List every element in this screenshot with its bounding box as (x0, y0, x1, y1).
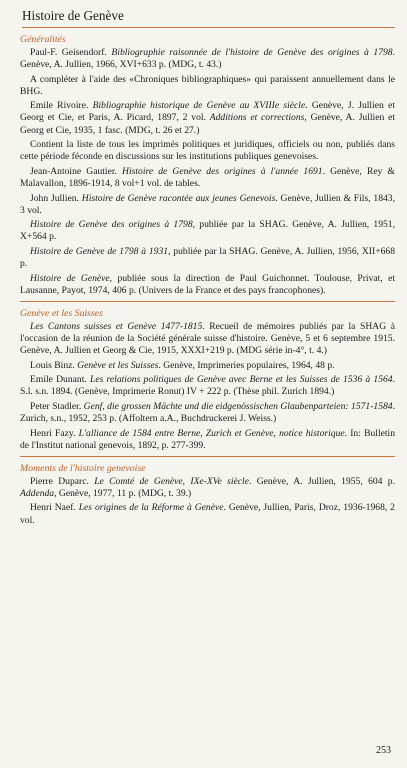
bibliography-entry (20, 360, 395, 372)
entry-text: Peter Stadler. (30, 400, 84, 412)
entry-text: , Genève, 1977, 11 p. (MDG, t. 39.) (54, 487, 192, 499)
entry-title: Histoire de Genève (30, 272, 110, 284)
entry-title: Additions et corrections (209, 112, 305, 124)
bibliography-entry (20, 401, 395, 425)
entry-text: . Genève, Jullien & Fils, 1843, 3 vol. (20, 192, 396, 216)
section (20, 34, 395, 297)
entry-title: Genève et les Suisses (77, 359, 159, 371)
entry-text: Henri Fazy. (30, 427, 79, 439)
entry-title: Les Cantons suisses et Genève 1477-1815 (30, 320, 203, 332)
section-heading: Généralités (20, 34, 66, 45)
entry-text: . Zurich, s.n., 1952, 253 p. (Affoltern a.A., Buchdruckerei J. Weiss.) (20, 400, 395, 424)
entry-title: Histoire de Genève de 1798 à 1931 (30, 245, 169, 257)
page-title: Histoire de Genève (22, 8, 395, 28)
bibliography-entry (20, 166, 395, 190)
entry-title: Histoire de Genève des origines à 1798 (30, 219, 193, 231)
section (20, 301, 395, 452)
bibliography-entry (20, 374, 395, 398)
entry-text: . Genève, Rey & Malavallon, 1896-1914, 8 vol+1 vol. de tables. (20, 165, 395, 189)
entry-title: Histoire de Genève des origines à l'année 1691 (122, 165, 323, 177)
entry-title: L'alliance de 1584 entre Berne, Zurich et Genève, notice historique (78, 427, 345, 439)
entry-text: . In: Bulletin de l'Institut national genevois, 1892, p. 277-399. (20, 427, 395, 451)
entry-text: John Jullien. (30, 192, 82, 204)
bibliography-entry (20, 246, 395, 270)
entry-text: . Genève, A. Jullien, 1966, XVI+633 p. (MDG, t. 43.) (20, 47, 395, 71)
entry-title: Les relations politiques de Genève avec Berne et les Suisses de 1536 à 1564 (90, 374, 393, 386)
section-heading: Moments de l'histoire genevoise (20, 462, 146, 474)
entry-text: , publiée par la SHAG. Genève, A. Jullien, 1951, X+564 p. (20, 219, 396, 243)
section-heading: Genève et les Suisses (20, 307, 103, 319)
bibliography-entry (20, 139, 395, 163)
bibliography-entry (20, 502, 395, 526)
bibliography-entry (20, 219, 395, 243)
bibliography-entry (20, 428, 395, 452)
bibliography-entry (20, 47, 395, 71)
entry-title: Genf, die grossen Mächte und die eidgenössischen Glaubenparteien: 1571-1584 (83, 400, 393, 412)
page-number: 253 (376, 745, 391, 756)
entry-text: . Genève, Imprimeries populaires, 1964, 48 p. (158, 359, 335, 371)
entry-text: . S.l. s.n. 1894. (Genève, Imprimerie Ronut) IV + 222 p. (Thèse phil. Zurich 1894.) (20, 374, 395, 398)
entry-text: . Genève, J. Jullien et Georg et Cie, et Paris, A. Picard, 1897, 2 vol. (20, 100, 396, 124)
bibliography-entry (20, 476, 395, 500)
entry-text: . Genève, Jullien, Paris, Droz, 1936-1968, 2 vol. (20, 502, 395, 526)
entry-title: Bibliographie raisonnée de l'histoire de Genève des origines à 1798 (111, 47, 393, 58)
entry-text: , publiée sous la direction de Paul Guichonnet. Toulouse, Privat, et Lausanne, Payot, 1974, 406 p. (Univers de la France et des pays francophones). (20, 272, 395, 296)
entry-title: Bibliographie historique de Genève au XVIIIe siècle (92, 100, 306, 112)
section (20, 456, 395, 527)
entry-title: Les origines de la Réforme à Genève (78, 502, 224, 514)
entry-text: Louis Binz. (30, 359, 78, 371)
bibliography-entry (20, 100, 395, 136)
entry-title: Le Comté de Genève, IXe-XVe siècle (94, 475, 249, 487)
entry-text: Contient la liste de tous les imprimés politiques et juridiques, officiels ou non, publiés dans cette période féconde en discussions sur les institutions publiques genevoises. (20, 139, 395, 163)
bibliography-entry (20, 74, 395, 98)
entry-text: . Genève, A. Jullien, 1955, 604 p. (248, 475, 395, 487)
section-divider (20, 301, 395, 302)
entry-text: Paul-F. Geisendorf. (30, 47, 112, 58)
entry-text: , Genève, A. Jullien et Georg et Cie, 1935, 1 fasc. (MDG, t. 26 et 27.) (20, 112, 395, 136)
entry-text: Emile Rivoire. (30, 100, 93, 112)
bibliography-entry (20, 193, 395, 217)
bibliography-entry (20, 273, 395, 297)
entry-text: A compléter à l'aide des «Chroniques bibliographiques» qui paraissent annuellement dans le BHG. (20, 73, 395, 97)
entry-text: Henri Naef. (30, 502, 79, 514)
bibliography (20, 34, 395, 527)
entry-text: Jean-Antoine Gautier. (30, 165, 123, 177)
section-divider (20, 456, 395, 457)
entry-text: Emile Dunant. (30, 374, 90, 386)
entry-title: Histoire de Genève racontée aux jeunes Genevois (81, 192, 276, 204)
entry-text: , publiée par la SHAG. Genève, A. Jullien, 1956, XII+668 p. (20, 245, 395, 269)
entry-text: . Recueil de mémoires publiés par la SHAG à l'occasion de la réunion de la Société générale suisse d'histoire. Genève, 5 et 6 septembre 1915. Genève, A. Jullien et Georg & Cie, 1915, XXXI+219 p. (MDG série in-4°, t. 4.) (20, 320, 395, 356)
bibliography-entry (20, 321, 395, 357)
entry-text: Pierre Duparc. (30, 475, 95, 487)
entry-title: Addenda (20, 487, 55, 499)
